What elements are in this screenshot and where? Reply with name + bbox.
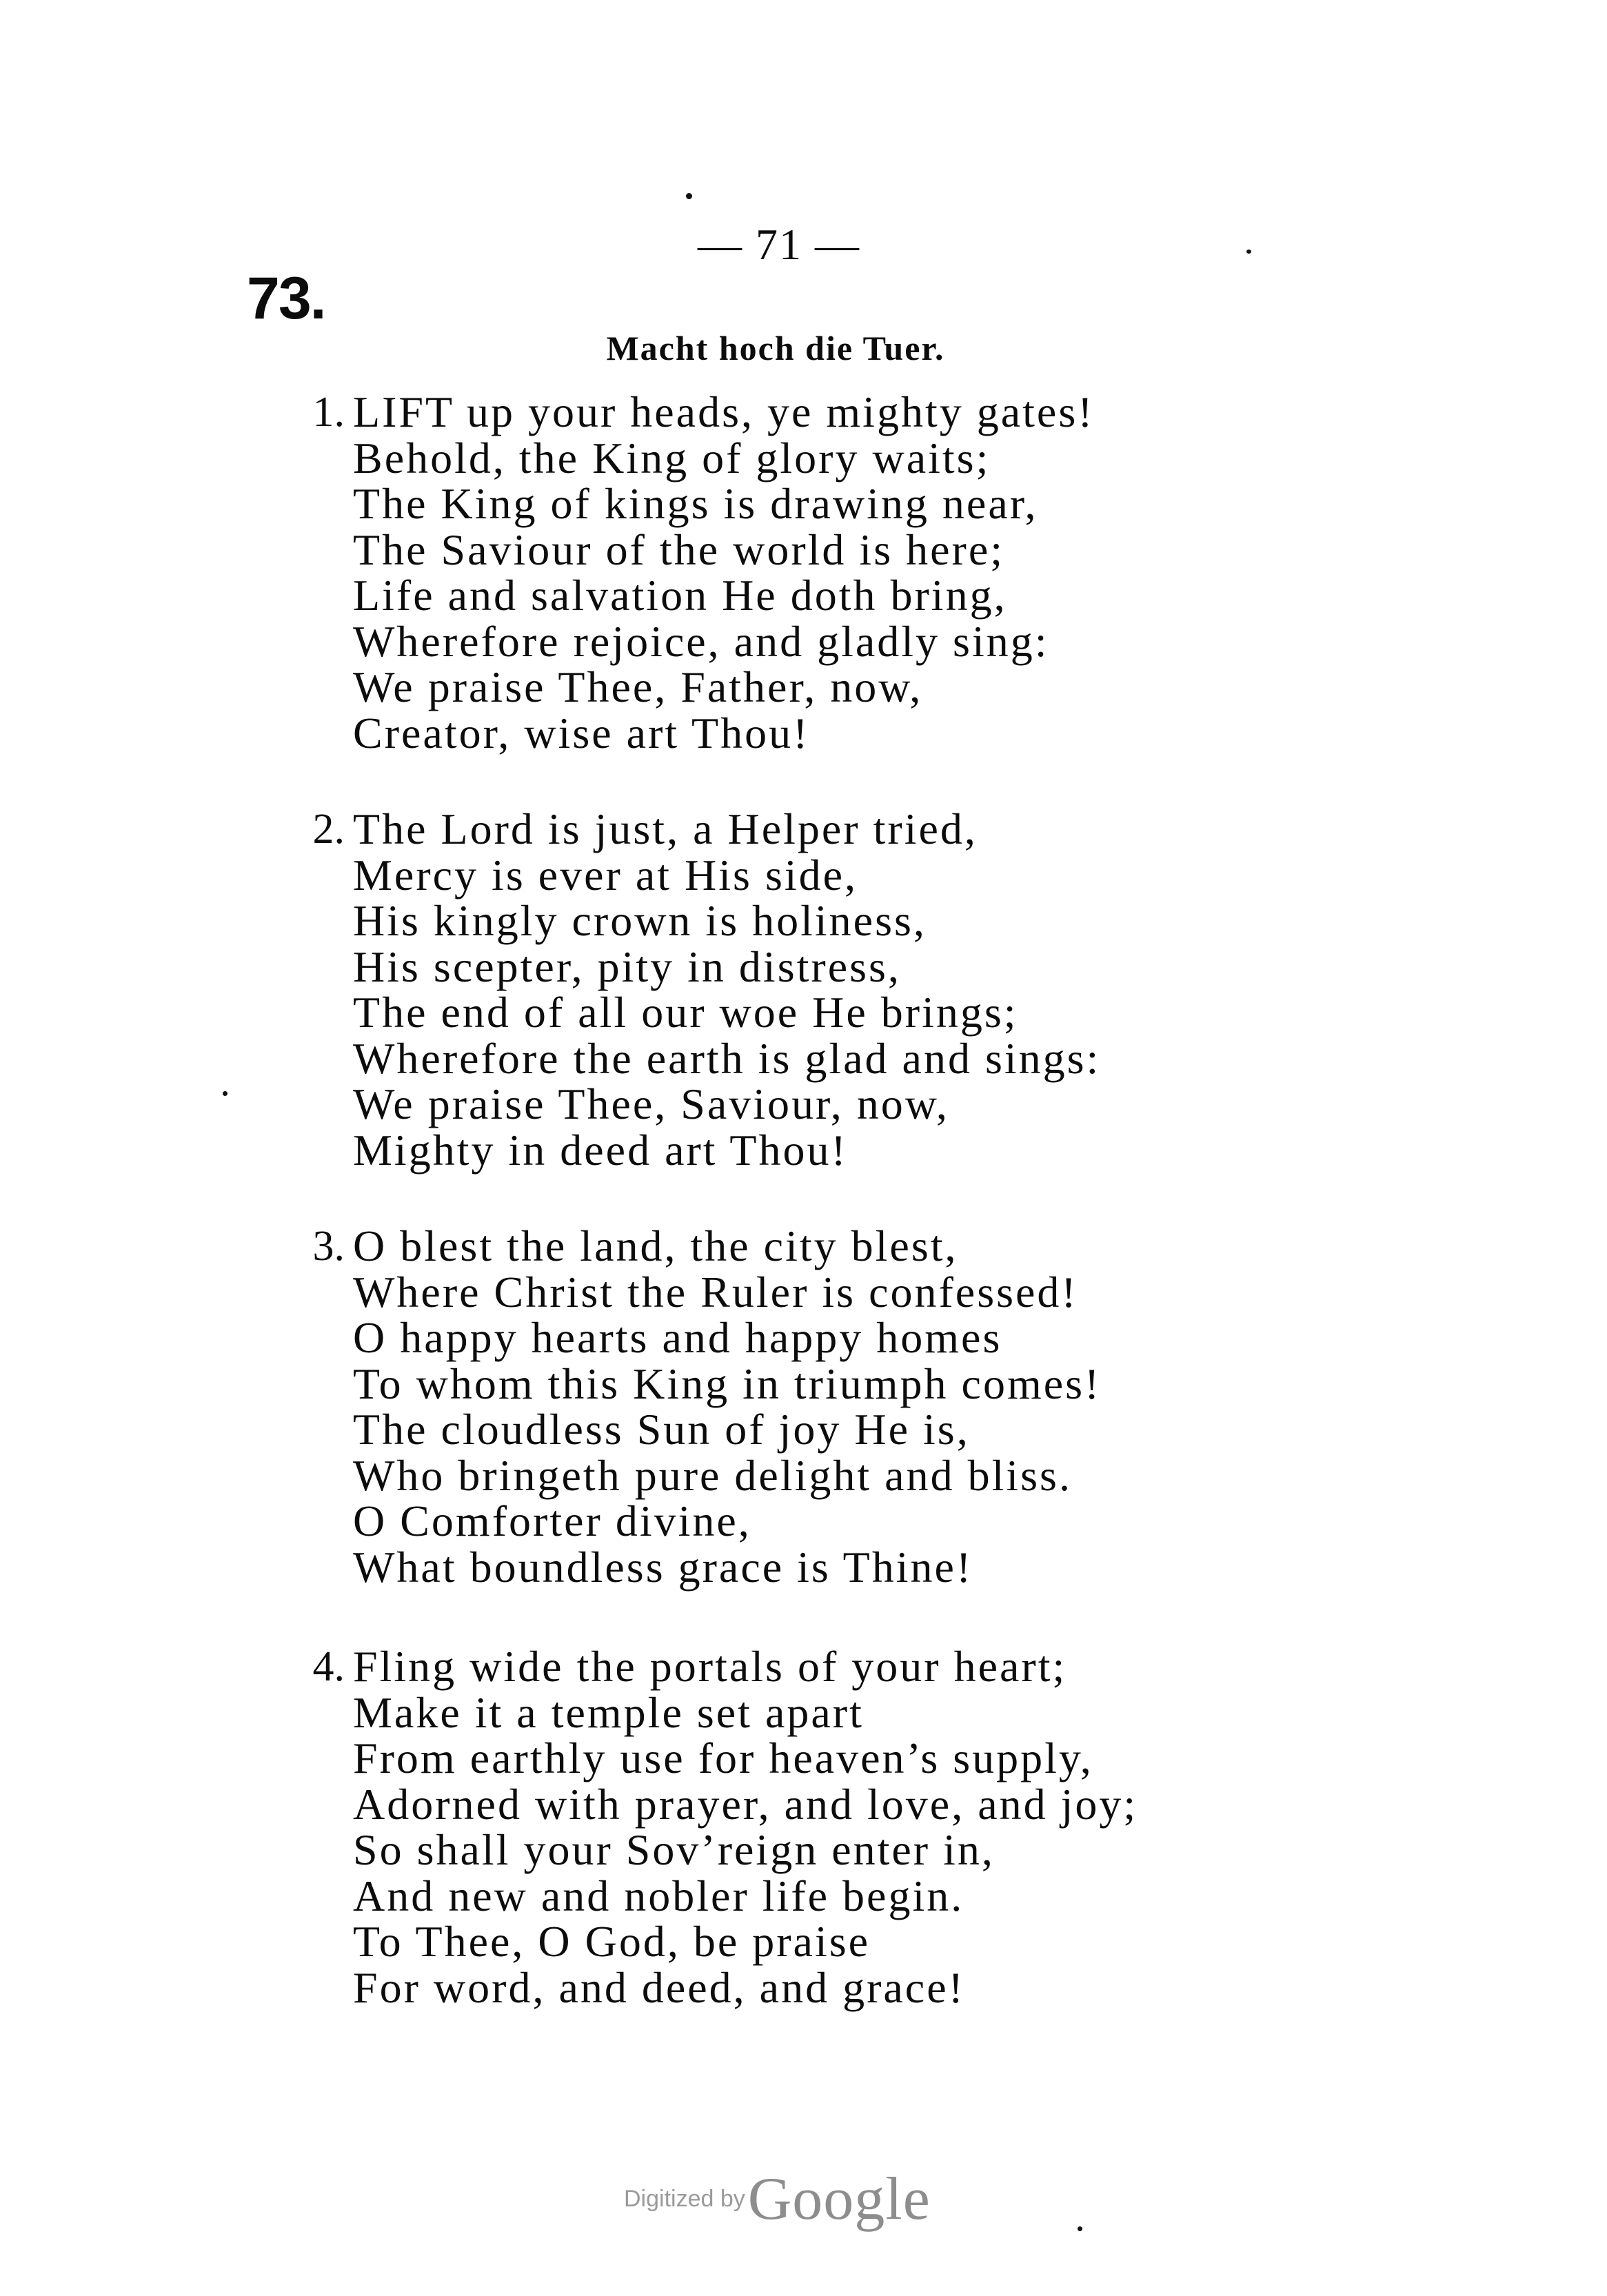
verse-line: Wherefore the earth is glad and sings: xyxy=(353,1033,1101,1083)
verse-line: Mighty in deed art Thou! xyxy=(353,1125,848,1175)
verse-line: For word, and deed, and grace! xyxy=(353,1962,965,2012)
verse-line: The Saviour of the world is here; xyxy=(353,525,1004,574)
verse-line: Life and salvation He doth bring, xyxy=(353,571,1007,620)
verse-line: O Comforter divine, xyxy=(353,1496,751,1545)
verse-line: His scepter, pity in distress, xyxy=(353,942,901,991)
page-number: — 71 — xyxy=(698,220,860,269)
digitized-label: Digitized by xyxy=(624,2186,745,2212)
verse-line: Fling wide the portals of your heart; xyxy=(353,1642,1067,1691)
stanza-number: 2. xyxy=(312,806,345,853)
stanza-lines xyxy=(353,1223,1101,1590)
verse-line: O happy hearts and happy homes xyxy=(353,1313,1002,1362)
verse-line: Who bringeth pure delight and bliss. xyxy=(353,1450,1072,1500)
stanza-lines xyxy=(353,389,1095,756)
verse-line: The Lord is just, a Helper tried, xyxy=(353,804,978,853)
verse-line: Where Christ the Ruler is confessed! xyxy=(353,1267,1078,1317)
verse-line: And new and nobler life begin. xyxy=(353,1871,964,1920)
stanza-lines xyxy=(353,806,1100,1173)
stanza-lines xyxy=(353,1644,1138,2011)
verse-line: Wherefore rejoice, and gladly sing: xyxy=(353,616,1049,666)
verse-line: Creator, wise art Thou! xyxy=(353,708,810,758)
verse-line: Mercy is ever at His side, xyxy=(353,850,858,900)
verse-line: Behold, the King of glory waits; xyxy=(353,433,991,482)
tune-name: Macht hoch die Tuer. xyxy=(606,329,945,367)
verse-line: We praise Thee, Saviour, now, xyxy=(353,1079,949,1128)
verse-line: The King of kings is drawing near, xyxy=(353,479,1038,528)
verse-line: So shall your Sov’reign enter in, xyxy=(353,1825,995,1874)
verse-line: His kingly crown is holiness, xyxy=(353,896,927,945)
verse-line: O blest the land, the city blest, xyxy=(353,1221,958,1270)
verse-line: From earthly use for heaven’s supply, xyxy=(353,1734,1093,1782)
verse-line: To whom this King in triumph comes! xyxy=(353,1359,1102,1408)
verse-line: Adorned with prayer, and love, and joy; xyxy=(353,1779,1138,1829)
verse-line: The end of all our woe He brings; xyxy=(353,988,1018,1037)
scan-speck xyxy=(1246,250,1251,254)
stanza-number: 3. xyxy=(312,1223,345,1270)
verse-line: The cloudless Sun of joy He is, xyxy=(353,1405,970,1454)
scan-speck xyxy=(223,1091,228,1096)
verse-line: To Thee, O God, be praise xyxy=(353,1917,871,1966)
google-logo: Google xyxy=(747,2166,931,2233)
verse-line: Make it a temple set apart xyxy=(353,1687,864,1737)
verse-line: We praise Thee, Father, now, xyxy=(353,662,923,711)
scan-speck xyxy=(686,193,692,199)
stanza-number: 4. xyxy=(312,1643,345,1690)
stanza-number: 1. xyxy=(312,389,345,436)
digitized-watermark xyxy=(624,2164,931,2234)
scan-speck xyxy=(1078,2226,1082,2231)
verse-line: What boundless grace is Thine! xyxy=(353,1542,973,1592)
verse-line: LIFT up your heads, ye mighty gates! xyxy=(353,387,1095,436)
hymn-number: 73. xyxy=(247,265,325,332)
